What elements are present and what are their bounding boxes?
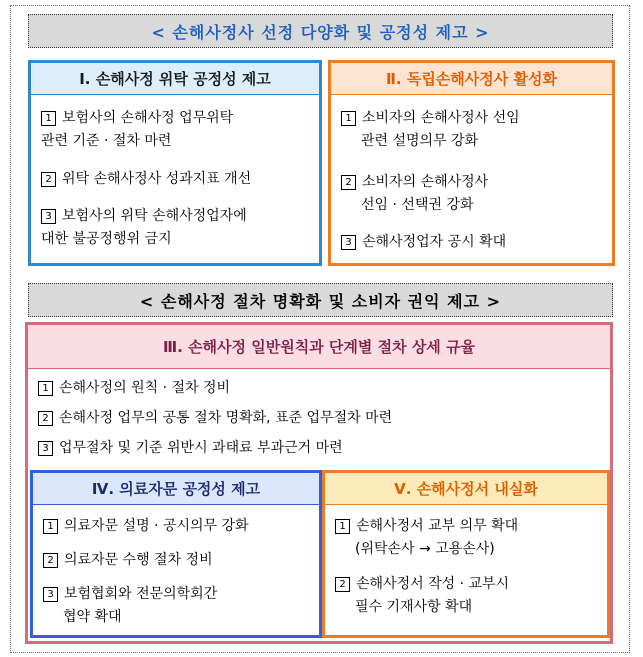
item-number-box: 1 [38,381,53,396]
section-2-item-1 [341,107,520,153]
section-2-item-2 [341,171,488,217]
section-1-item-3 [41,205,247,251]
item-line: 손해사정서 교부 의무 확대 [356,518,519,534]
item-line: 보험사의 위탁 손해사정업자에 [62,208,247,224]
section-5-item-2 [335,573,509,619]
item-line: (위탁손사 → 고용손사) [355,541,495,557]
section-1-item-2 [41,168,251,191]
section-5-box [322,470,610,638]
item-number-box: 1 [43,519,58,534]
section-3-item-3 [38,437,343,460]
item-line: 손해사정 업무의 공통 절차 명확화, 표준 업무절차 마련 [59,410,393,426]
item-line: 필수 기재사항 확대 [355,599,473,615]
item-line: 의료자문 수행 절차 정비 [64,552,213,568]
item-number-box: 1 [341,111,356,126]
section-4-item-1 [43,515,249,538]
item-line: 선임 · 선택권 강화 [361,197,474,213]
item-line: 관련 설명의무 강화 [361,133,479,149]
item-line: 협약 확대 [63,609,122,625]
item-number-box: 1 [335,519,350,534]
item-line: 보험사의 손해사정 업무위탁 [62,110,234,126]
item-line: 위탁 손해사정사 성과지표 개선 [62,171,252,187]
item-line: 손해사정의 원칙 · 절차 정비 [59,380,231,396]
item-number-box: 2 [41,172,56,187]
item-number-box: 3 [41,209,56,224]
item-line: 관련 기준 · 절차 마련 [41,133,172,149]
section-5-title: Ⅴ. 손해사정서 내실화 [325,473,607,505]
item-line: 대한 불공정행위 금지 [41,231,172,247]
item-number-box: 2 [38,411,53,426]
item-number-box: 2 [43,553,58,568]
item-line: 업무절차 및 기준 위반시 과태료 부과근거 마련 [59,440,343,456]
section-3-item-2 [38,407,392,430]
section-3-title: Ⅲ. 손해사정 일반원칙과 단계별 절차 상세 규율 [28,325,610,369]
item-line: 소비자의 손해사정사 [362,174,489,190]
item-line: 손해사정업자 공시 확대 [362,234,507,250]
section-3-item-1 [38,377,230,400]
section-1-title: Ⅰ. 손해사정 위탁 공정성 제고 [31,63,319,95]
section-4-item-3 [43,583,217,629]
item-number-box: 2 [341,175,356,190]
section-4-item-2 [43,549,213,572]
item-line: 의료자문 설명 · 공시의무 강화 [64,518,249,534]
item-number-box: 3 [38,441,53,456]
item-number-box: 3 [43,587,58,602]
item-line: 소비자의 손해사정사 선임 [362,110,520,126]
section-2-title: Ⅱ. 독립손해사정사 활성화 [331,63,612,95]
item-number-box: 2 [335,577,350,592]
section-4-title: Ⅳ. 의료자문 공정성 제고 [33,473,319,505]
item-number-box: 1 [41,111,56,126]
section-2-item-3 [341,231,506,254]
section-1-item-1 [41,107,233,153]
item-line: 손해사정서 작성 · 교부시 [356,576,510,592]
banner-top: < 손해사정사 선정 다양화 및 공정성 제고 > [28,14,613,48]
section-1-box [28,60,322,266]
banner-middle: < 손해사정 절차 명확화 및 소비자 권익 제고 > [28,283,613,317]
section-5-item-1 [335,515,518,561]
section-2-box [328,60,615,266]
section-4-box [30,470,322,638]
item-number-box: 3 [341,235,356,250]
item-line: 보험협회와 전문의학회간 [64,586,218,602]
